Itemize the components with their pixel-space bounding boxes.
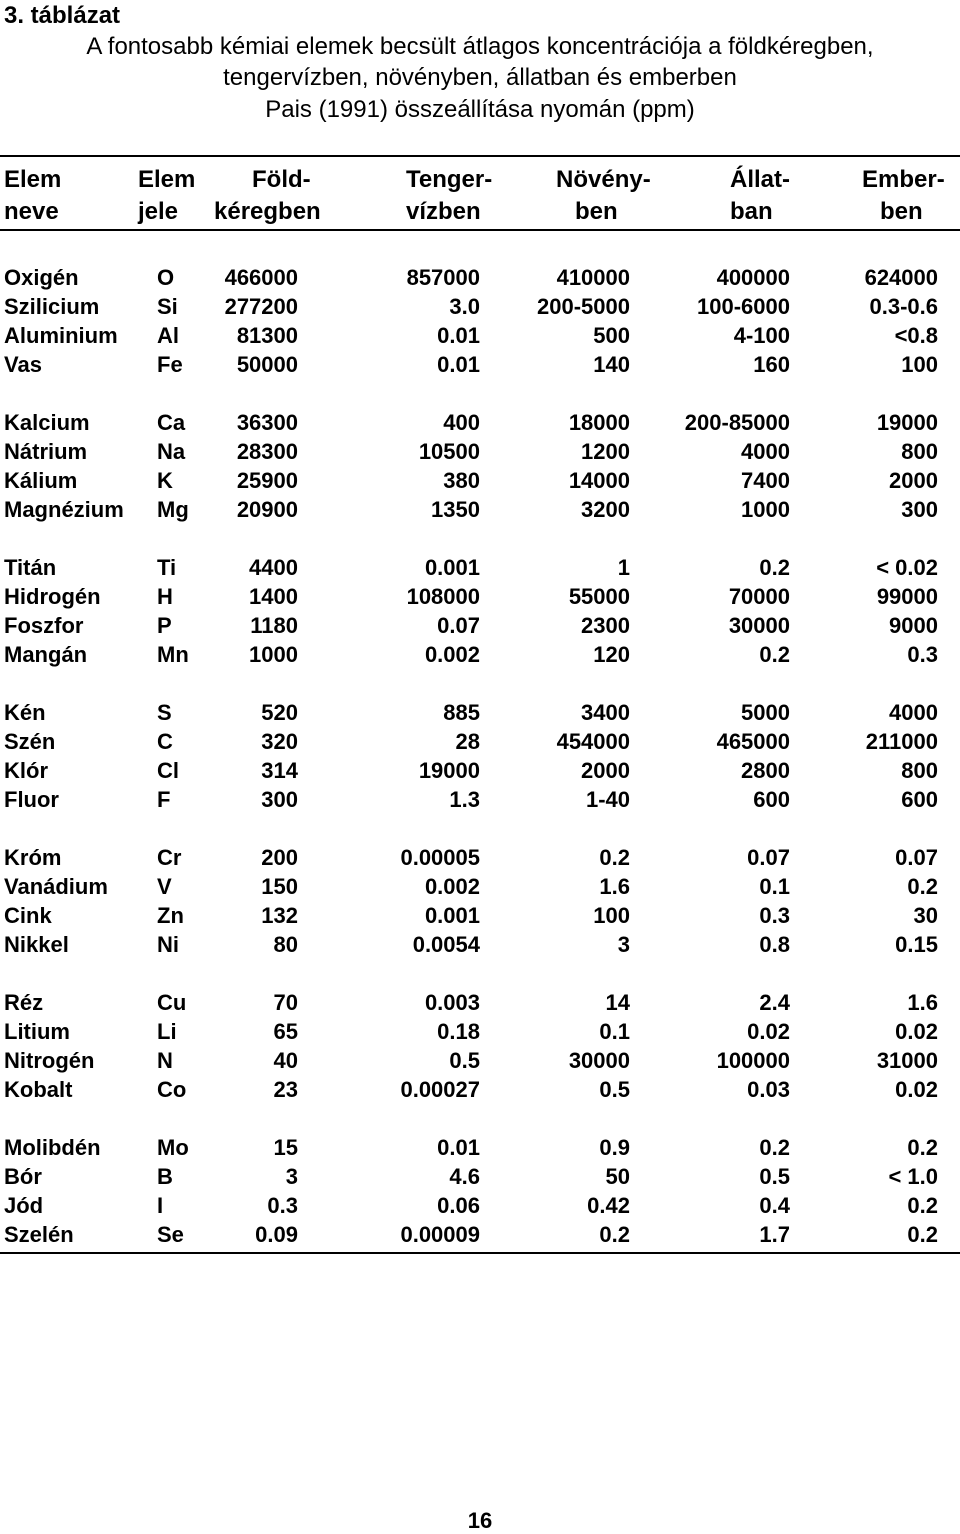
cell-human: 600 <box>901 787 938 812</box>
table-title-line-3: Pais (1991) összeállítása nyomán (ppm) <box>265 96 695 123</box>
cell-human: 800 <box>901 439 938 464</box>
cell-seawater: 4.6 <box>449 1164 480 1189</box>
cell-plant: 0.1 <box>599 1019 630 1044</box>
cell-crust: 0.09 <box>255 1222 298 1247</box>
cell-plant: 200-5000 <box>537 294 630 319</box>
cell-human: 1.6 <box>907 990 938 1015</box>
cell-human: 0.15 <box>895 932 938 957</box>
cell-crust: 300 <box>261 787 298 812</box>
cell-plant: 2000 <box>581 758 630 783</box>
cell-element-symbol: N <box>157 1048 173 1073</box>
cell-plant: 3400 <box>581 700 630 725</box>
cell-crust: 200 <box>261 845 298 870</box>
cell-plant: 0.2 <box>599 1222 630 1247</box>
cell-element-name: Szelén <box>4 1222 74 1247</box>
cell-element-symbol: Cr <box>157 845 182 870</box>
cell-element-symbol: Ni <box>157 932 179 957</box>
cell-element-symbol: C <box>157 729 173 754</box>
cell-animal: 4-100 <box>733 323 790 348</box>
cell-element-name: Foszfor <box>4 613 84 638</box>
cell-element-name: Litium <box>4 1019 70 1044</box>
cell-animal: 0.02 <box>747 1019 790 1044</box>
cell-element-name: Szén <box>4 729 56 754</box>
cell-animal: 600 <box>753 787 790 812</box>
cell-element-symbol: S <box>157 700 172 725</box>
cell-seawater: 0.002 <box>424 874 480 899</box>
cell-seawater: 1.3 <box>449 787 480 812</box>
cell-element-name: Molibdén <box>4 1135 101 1160</box>
cell-element-symbol: Co <box>157 1077 187 1102</box>
cell-animal: 0.8 <box>759 932 790 957</box>
cell-seawater: 885 <box>443 700 480 725</box>
cell-crust: 466000 <box>224 265 298 290</box>
cell-seawater: 0.001 <box>424 903 480 928</box>
cell-human: < 1.0 <box>888 1164 938 1189</box>
cell-crust: 70 <box>273 990 298 1015</box>
cell-animal: 100000 <box>716 1048 790 1073</box>
cell-crust: 1000 <box>249 642 298 667</box>
cell-seawater: 3.0 <box>449 294 480 319</box>
cell-element-name: Nátrium <box>4 439 88 464</box>
cell-element-name: Réz <box>4 990 44 1015</box>
cell-element-name: Nitrogén <box>4 1048 95 1073</box>
header-element-name-2: neve <box>4 198 59 225</box>
cell-animal: 0.2 <box>759 1135 790 1160</box>
cell-plant: 1.6 <box>599 874 630 899</box>
table-title-line-1: A fontosabb kémiai elemek becsült átlagos koncentrációja a földkéregben, <box>86 33 874 60</box>
cell-plant: 55000 <box>568 584 630 609</box>
cell-crust: 0.3 <box>267 1193 298 1218</box>
cell-plant: 14000 <box>568 468 630 493</box>
cell-element-name: Króm <box>4 845 62 870</box>
cell-seawater: 0.0054 <box>412 932 480 957</box>
cell-plant: 14 <box>605 990 630 1015</box>
table-number: 3. táblázat <box>4 2 121 29</box>
cell-plant: 0.2 <box>599 845 630 870</box>
cell-animal: 0.2 <box>759 555 790 580</box>
cell-animal: 0.4 <box>759 1193 790 1218</box>
cell-seawater: 0.003 <box>424 990 480 1015</box>
cell-crust: 4400 <box>249 555 298 580</box>
cell-plant: 500 <box>593 323 630 348</box>
cell-animal: 5000 <box>741 700 790 725</box>
cell-element-name: Titán <box>4 555 57 580</box>
cell-animal: 2800 <box>741 758 790 783</box>
cell-crust: 520 <box>261 700 298 725</box>
cell-crust: 36300 <box>236 410 298 435</box>
cell-crust: 3 <box>285 1164 298 1189</box>
cell-element-name: Oxigén <box>4 265 79 290</box>
cell-element-symbol: Mn <box>157 642 189 667</box>
cell-crust: 65 <box>273 1019 298 1044</box>
cell-human: 0.07 <box>895 845 938 870</box>
cell-plant: 0.9 <box>599 1135 630 1160</box>
cell-seawater: 400 <box>443 410 480 435</box>
cell-element-name: Aluminium <box>4 323 118 348</box>
cell-element-symbol: H <box>157 584 173 609</box>
cell-seawater: 10500 <box>418 439 480 464</box>
cell-animal: 400000 <box>716 265 790 290</box>
cell-plant: 0.42 <box>587 1193 630 1218</box>
cell-element-symbol: Mo <box>157 1135 189 1160</box>
cell-animal: 100-6000 <box>697 294 790 319</box>
cell-seawater: 0.01 <box>437 1135 480 1160</box>
cell-element-name: Kalcium <box>4 410 90 435</box>
cell-element-symbol: I <box>157 1193 164 1218</box>
cell-human: 19000 <box>876 410 938 435</box>
cell-element-symbol: B <box>157 1164 173 1189</box>
cell-seawater: 0.001 <box>424 555 480 580</box>
cell-element-symbol: Ti <box>157 555 177 580</box>
cell-plant: 410000 <box>556 265 630 290</box>
cell-plant: 2300 <box>581 613 630 638</box>
cell-human: 4000 <box>889 700 938 725</box>
cell-element-name: Vas <box>4 352 42 377</box>
header-seawater-2: vízben <box>406 198 481 225</box>
cell-human: 0.3 <box>907 642 938 667</box>
cell-animal: 200-85000 <box>684 410 790 435</box>
cell-crust: 314 <box>261 758 298 783</box>
cell-human: < 0.02 <box>876 555 938 580</box>
cell-seawater: 0.00027 <box>400 1077 480 1102</box>
cell-plant: 18000 <box>568 410 630 435</box>
cell-plant: 454000 <box>556 729 630 754</box>
cell-element-name: Kálium <box>4 468 78 493</box>
cell-element-name: Szilicium <box>4 294 100 319</box>
cell-crust: 1400 <box>249 584 298 609</box>
cell-crust: 23 <box>273 1077 298 1102</box>
cell-seawater: 380 <box>443 468 480 493</box>
header-element-symbol-2: jele <box>138 198 179 225</box>
cell-crust: 28300 <box>236 439 298 464</box>
header-animal-1: Állat- <box>730 166 790 193</box>
cell-element-name: Bór <box>4 1164 42 1189</box>
cell-seawater: 0.00009 <box>400 1222 480 1247</box>
header-crust-2: kéregben <box>214 198 321 225</box>
header-seawater-1: Tenger- <box>406 166 493 193</box>
cell-human: 30 <box>913 903 938 928</box>
cell-seawater: 0.06 <box>437 1193 480 1218</box>
cell-element-symbol: Cu <box>157 990 187 1015</box>
cell-human: 211000 <box>865 729 938 754</box>
cell-animal: 1.7 <box>759 1222 790 1247</box>
cell-human: 0.02 <box>895 1019 938 1044</box>
cell-seawater: 0.07 <box>437 613 480 638</box>
cell-element-name: Hidrogén <box>4 584 101 609</box>
cell-seawater: 0.00005 <box>400 845 480 870</box>
cell-element-symbol: O <box>157 265 175 290</box>
cell-element-name: Jód <box>4 1193 44 1218</box>
cell-element-symbol: Al <box>157 323 179 348</box>
cell-element-name: Vanádium <box>4 874 108 899</box>
cell-seawater: 0.5 <box>449 1048 480 1073</box>
cell-human: 0.2 <box>907 1222 938 1247</box>
cell-plant: 3 <box>617 932 630 957</box>
cell-element-name: Magnézium <box>4 497 124 522</box>
cell-seawater: 0.01 <box>437 323 480 348</box>
cell-human: 800 <box>901 758 938 783</box>
cell-plant: 120 <box>593 642 630 667</box>
cell-element-symbol: Ca <box>157 410 186 435</box>
cell-plant: 1 <box>617 555 630 580</box>
cell-element-name: Kobalt <box>4 1077 73 1102</box>
cell-animal: 70000 <box>728 584 790 609</box>
cell-plant: 1-40 <box>585 787 630 812</box>
cell-animal: 0.5 <box>759 1164 790 1189</box>
cell-plant: 30000 <box>568 1048 630 1073</box>
cell-crust: 81300 <box>236 323 298 348</box>
cell-element-symbol: Na <box>157 439 186 464</box>
cell-animal: 160 <box>753 352 790 377</box>
header-plant-2: ben <box>575 198 618 225</box>
cell-element-symbol: V <box>157 874 172 899</box>
cell-crust: 150 <box>261 874 298 899</box>
cell-element-name: Klór <box>4 758 48 783</box>
cell-element-name: Mangán <box>4 642 88 667</box>
table-bottom-rule <box>0 1252 960 1254</box>
cell-crust: 277200 <box>224 294 298 319</box>
cell-element-name: Nikkel <box>4 932 69 957</box>
cell-human: 0.2 <box>907 1193 938 1218</box>
cell-seawater: 28 <box>455 729 480 754</box>
cell-element-symbol: Li <box>157 1019 177 1044</box>
cell-crust: 80 <box>273 932 298 957</box>
cell-animal: 2.4 <box>759 990 790 1015</box>
header-plant-1: Növény- <box>556 166 651 193</box>
cell-element-symbol: P <box>157 613 172 638</box>
cell-plant: 100 <box>593 903 630 928</box>
cell-crust: 132 <box>261 903 298 928</box>
header-crust-1: Föld- <box>252 166 311 193</box>
header-element-name-1: Elem <box>4 166 62 193</box>
cell-seawater: 857000 <box>406 265 480 290</box>
cell-crust: 25900 <box>236 468 298 493</box>
cell-human: 100 <box>901 352 938 377</box>
cell-seawater: 1350 <box>431 497 480 522</box>
header-animal-2: ban <box>730 198 773 225</box>
header-human-1: Ember- <box>862 166 945 193</box>
cell-crust: 50000 <box>236 352 298 377</box>
cell-element-symbol: Se <box>157 1222 184 1247</box>
cell-crust: 40 <box>273 1048 298 1073</box>
cell-plant: 0.5 <box>599 1077 630 1102</box>
cell-element-symbol: Si <box>157 294 178 319</box>
cell-human: 0.02 <box>895 1077 938 1102</box>
cell-human: 9000 <box>889 613 938 638</box>
cell-element-name: Cink <box>4 903 52 928</box>
cell-human: 0.3-0.6 <box>869 294 938 319</box>
cell-animal: 30000 <box>728 613 790 638</box>
cell-animal: 0.3 <box>759 903 790 928</box>
cell-plant: 140 <box>593 352 630 377</box>
cell-animal: 1000 <box>741 497 790 522</box>
cell-animal: 4000 <box>741 439 790 464</box>
cell-animal: 465000 <box>716 729 790 754</box>
cell-human: 2000 <box>889 468 938 493</box>
cell-crust: 15 <box>273 1135 298 1160</box>
cell-plant: 3200 <box>581 497 630 522</box>
cell-seawater: 19000 <box>418 758 480 783</box>
cell-human: 300 <box>901 497 938 522</box>
table-title-line-2: tengervízben, növényben, állatban és emberben <box>223 64 737 91</box>
cell-plant: 50 <box>605 1164 630 1189</box>
cell-animal: 0.07 <box>747 845 790 870</box>
cell-crust: 1180 <box>250 613 298 638</box>
cell-animal: 0.2 <box>759 642 790 667</box>
cell-element-name: Kén <box>4 700 46 725</box>
cell-plant: 1200 <box>581 439 630 464</box>
cell-human: <0.8 <box>894 323 938 348</box>
cell-element-symbol: Cl <box>157 758 179 783</box>
cell-element-symbol: Fe <box>157 352 183 377</box>
cell-human: 31000 <box>876 1048 938 1073</box>
cell-seawater: 0.002 <box>424 642 480 667</box>
cell-animal: 0.03 <box>747 1077 790 1102</box>
header-human-2: ben <box>880 198 923 225</box>
cell-element-symbol: Zn <box>157 903 184 928</box>
cell-animal: 7400 <box>741 468 790 493</box>
cell-seawater: 0.18 <box>437 1019 480 1044</box>
cell-element-symbol: F <box>157 787 171 812</box>
cell-human: 0.2 <box>907 1135 938 1160</box>
cell-seawater: 0.01 <box>437 352 480 377</box>
cell-animal: 0.1 <box>759 874 790 899</box>
cell-seawater: 108000 <box>406 584 480 609</box>
page-number: 16 <box>467 1508 493 1533</box>
cell-human: 99000 <box>876 584 938 609</box>
cell-crust: 320 <box>261 729 298 754</box>
cell-element-symbol: Mg <box>157 497 189 522</box>
cell-element-symbol: K <box>157 468 173 493</box>
cell-element-name: Fluor <box>4 787 59 812</box>
cell-human: 0.2 <box>907 874 938 899</box>
header-element-symbol-1: Elem <box>138 166 196 193</box>
cell-crust: 20900 <box>236 497 298 522</box>
cell-human: 624000 <box>864 265 938 290</box>
